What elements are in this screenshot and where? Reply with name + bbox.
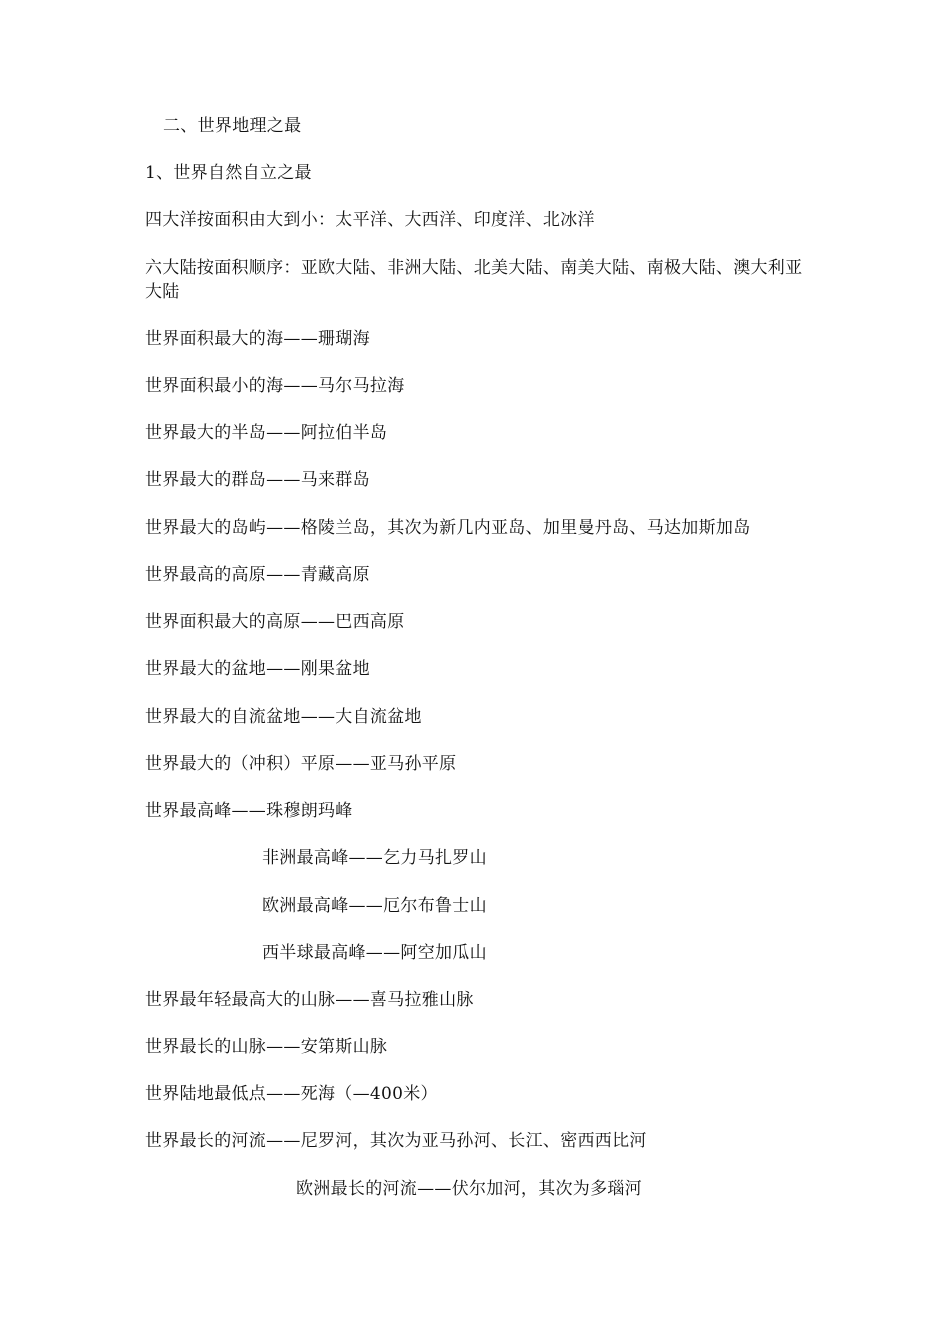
largest-sea-line: 世界面积最大的海——珊瑚海 (145, 329, 370, 349)
highest-peak-line: 世界最高峰——珠穆朗玛峰 (145, 801, 353, 821)
highest-plateau-line: 世界最高的高原——青藏高原 (145, 565, 370, 585)
artesian-basin-line: 世界最大的自流盆地——大自流盆地 (145, 707, 422, 727)
africa-peak-line: 非洲最高峰——乞力马扎罗山 (262, 848, 487, 868)
largest-archipelago-line: 世界最大的群岛——马来群岛 (145, 470, 370, 490)
subsection-title: 1、世界自然自立之最 (145, 163, 312, 183)
youngest-mountain-line: 世界最年轻最高大的山脉——喜马拉雅山脉 (145, 990, 474, 1010)
largest-island-line: 世界最大的岛屿——格陵兰岛，其次为新几内亚岛、加里曼丹岛、马达加斯加岛 (145, 518, 751, 538)
europe-peak-line: 欧洲最高峰——厄尔布鲁士山 (262, 896, 487, 916)
oceans-line: 四大洋按面积由大到小：太平洋、大西洋、印度洋、北冰洋 (145, 210, 595, 230)
largest-basin-line: 世界最大的盆地——刚果盆地 (145, 659, 370, 679)
smallest-sea-line: 世界面积最小的海——马尔马拉海 (145, 376, 405, 396)
lowest-point-line: 世界陆地最低点——死海（—400米） (145, 1084, 438, 1104)
longest-mountain-line: 世界最长的山脉——安第斯山脉 (145, 1037, 388, 1057)
europe-river-line: 欧洲最长的河流——伏尔加河，其次为多瑙河 (296, 1179, 642, 1199)
western-hemisphere-peak-line: 西半球最高峰——阿空加瓜山 (262, 943, 487, 963)
largest-plain-line: 世界最大的（冲积）平原——亚马孙平原 (145, 754, 457, 774)
continents-line: 六大陆按面积顺序：亚欧大陆、非洲大陆、北美大陆、南美大陆、南极大陆、澳大利亚大陆 (145, 258, 803, 302)
section-title: 二、世界地理之最 (163, 116, 302, 136)
largest-peninsula-line: 世界最大的半岛——阿拉伯半岛 (145, 423, 388, 443)
largest-plateau-line: 世界面积最大的高原——巴西高原 (145, 612, 405, 632)
longest-river-line: 世界最长的河流——尼罗河，其次为亚马孙河、长江、密西西比河 (145, 1131, 647, 1151)
